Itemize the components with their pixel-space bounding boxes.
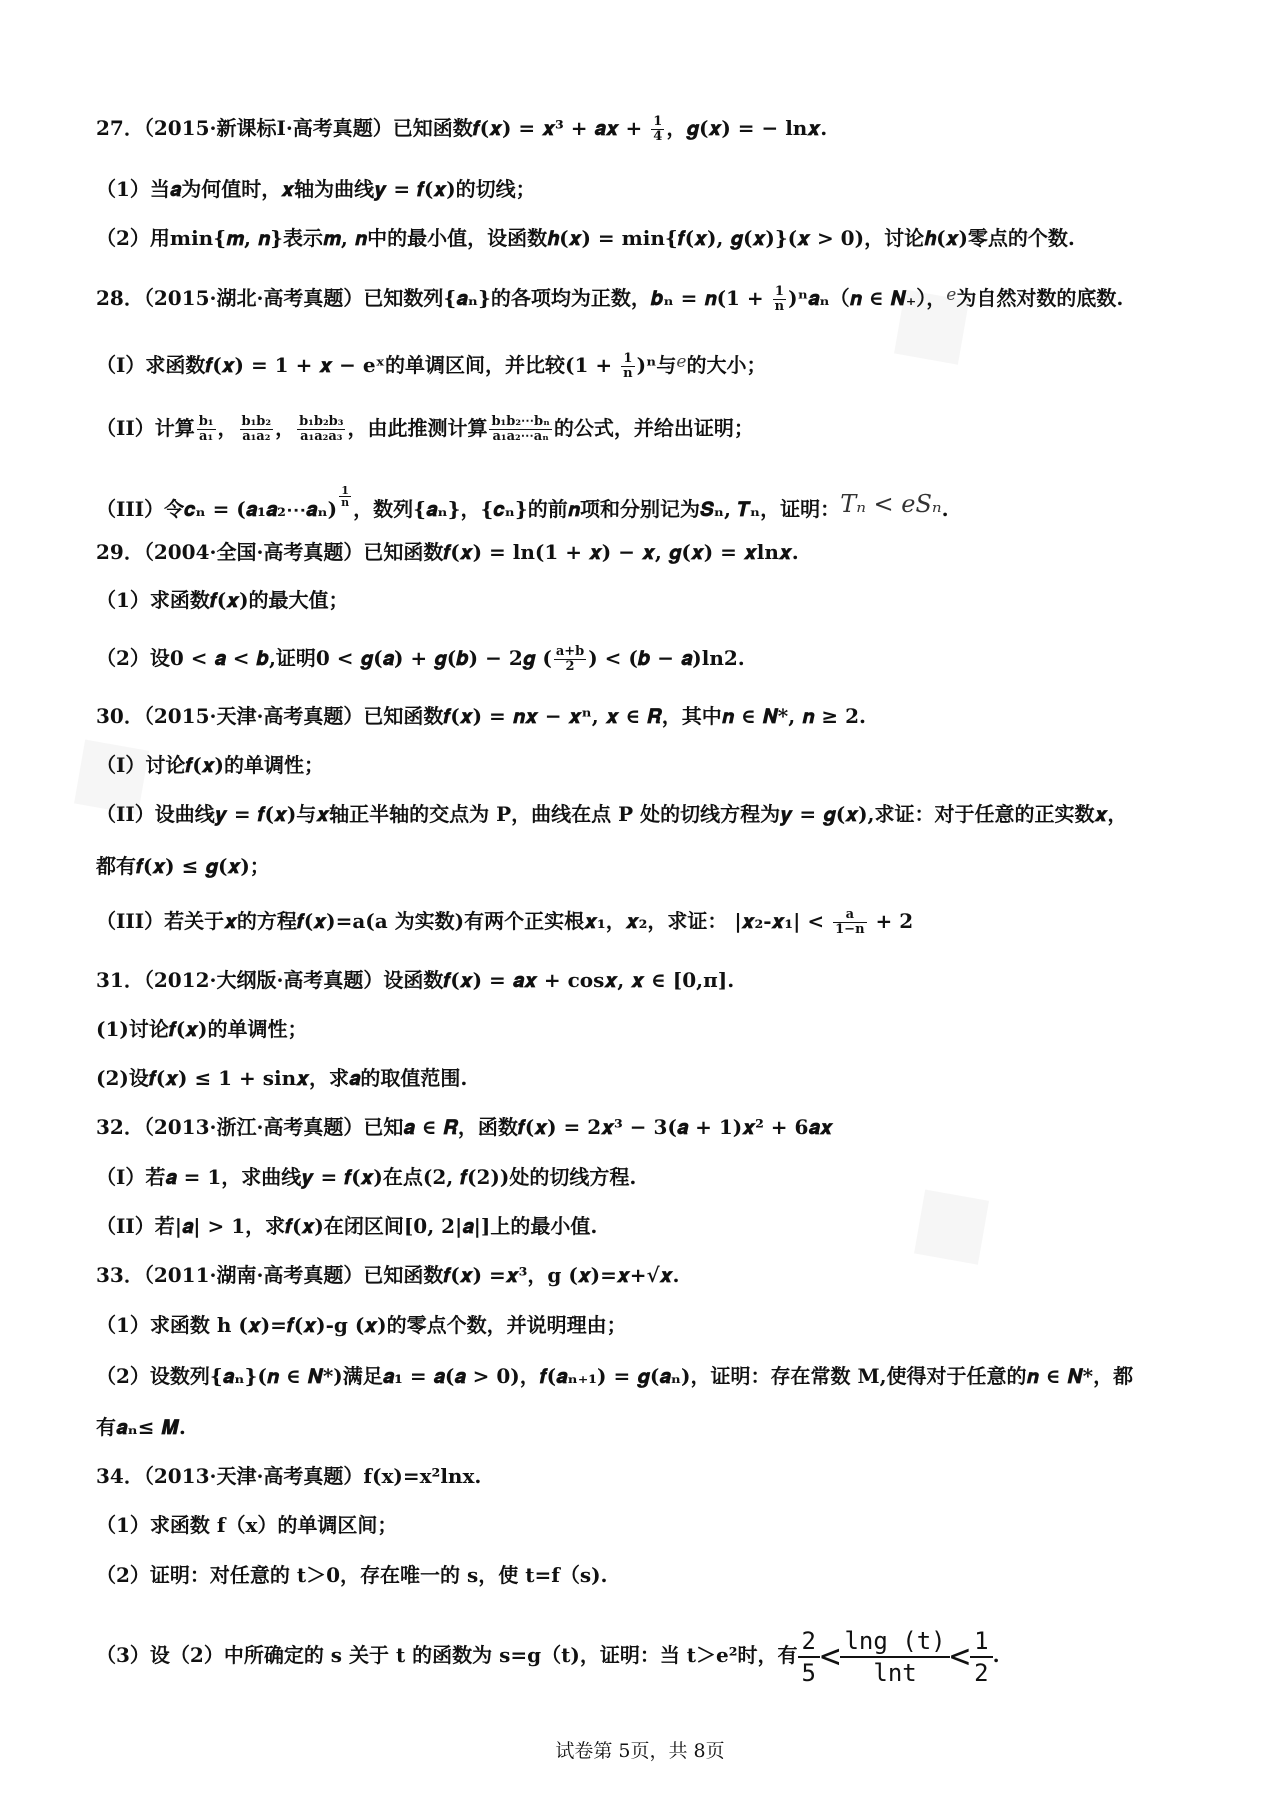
fraction-one-half xyxy=(970,1626,992,1688)
text: )ⁿ与 xyxy=(636,353,677,377)
denominator: 5 xyxy=(801,1658,816,1687)
problem-34-part-3 xyxy=(96,1620,1200,1690)
inequality-glyph: Tₙ < eSₙ xyxy=(840,490,942,518)
text: ，数列{𝒂ₙ}，{𝒄ₙ}的前𝒏项和分别记为𝑺ₙ, 𝑻ₙ，证明： xyxy=(353,497,841,521)
problem-30-part-3 xyxy=(96,906,1200,937)
text: （I）求函数𝒇(𝒙) = 𝟏 + 𝒙 − 𝐞ˣ的单调区间，并比较(𝟏 + xyxy=(96,353,620,377)
problem-33-part-1: （1）求函数 h (𝒙)=𝒇(𝒙)-g (𝒙)的零点个数，并说明理由； xyxy=(96,1313,627,1337)
text: + 𝟐 xyxy=(868,909,914,933)
problem-33-part-2-cont: 有𝒂ₙ≤ 𝑴. xyxy=(96,1415,186,1439)
text: 28．（2015·湖北·高考真题）已知数列{𝒂ₙ}的各项均为正数，𝒃ₙ = 𝒏(𝟏 + xyxy=(96,286,771,310)
denominator: 2 xyxy=(565,659,575,674)
denominator: 1−n xyxy=(835,922,865,937)
text: 的公式，并给出证明； xyxy=(553,416,754,440)
problem-30-part-1: （I）讨论𝒇(𝒙)的单调性； xyxy=(96,753,325,777)
denominator: n xyxy=(774,299,785,314)
text: ) < (𝒃 − 𝒂)𝐥𝐧𝟐. xyxy=(588,646,745,670)
problem-31-part-1: (1)讨论𝒇(𝒙)的单调性； xyxy=(96,1017,308,1041)
problem-34-stem: 34．（2013·天津·高考真题）f(x)=x²lnx. xyxy=(96,1464,482,1488)
fraction xyxy=(833,908,866,937)
denominator: n xyxy=(623,366,633,381)
text: 27．（2015·新课标I·高考真题）已知函数𝒇(𝒙) = 𝒙³ + 𝒂𝒙 + xyxy=(96,116,650,140)
problem-28-part-3 xyxy=(96,485,1200,524)
denominator: a₁a₂⋯aₙ xyxy=(492,429,549,444)
problem-33-stem: 33．（2011·湖南·高考真题）已知函数𝒇(𝒙) =𝒙³，g (𝒙)=𝒙+√𝒙. xyxy=(96,1263,680,1287)
numerator: 1 xyxy=(621,352,634,367)
problem-28-part-2: （II）计算 $\frac{\text{b₁}}{\text{a₁}}$ ， $\frac{\text{b₁b₂}}{\text{a₁a₂}}$ ， $\frac{\text{b₁b₂b₃}}{\text{a₁a₂a₃}}$ ，由此推测计算 $\frac{\text{b₁b₂⋯bₙ}}{\text{a₁a₂⋯aₙ}}$ 的公式，并给出证明； xyxy=(96,414,754,444)
page-footer: 试卷第 5页，共 8页 xyxy=(555,1740,725,1762)
problem-32-part-2: （II）若|𝒂| > 𝟏，求𝒇(𝒙)在闭区间[𝟎, 𝟐|𝒂|]上的最小值. xyxy=(96,1214,598,1238)
fraction xyxy=(197,415,216,444)
numerator: a xyxy=(833,908,866,923)
text: 的大小； xyxy=(686,353,767,377)
fraction xyxy=(651,115,664,144)
problem-31-part-2: (2)设𝒇(𝒙) ≤ 𝟏 + 𝐬𝐢𝐧𝒙，求𝒂的取值范围. xyxy=(96,1066,468,1090)
numerator: 1 xyxy=(970,1626,992,1658)
text: )ⁿ𝒂ₙ（𝒏 ∈ 𝑵₊）， xyxy=(788,286,947,310)
fraction xyxy=(297,415,345,444)
numerator: b₁b₂⋯bₙ xyxy=(491,414,550,429)
numerator: 1 xyxy=(773,285,786,300)
text: . xyxy=(992,1643,1000,1667)
problem-30-part-2-cont: 都有𝒇(𝒙) ≤ 𝒈(𝒙)； xyxy=(96,854,270,878)
text: . xyxy=(941,497,949,521)
text: 为自然对数的底数. xyxy=(956,286,1124,310)
text: ，𝒈(𝒙) = − 𝐥𝐧𝒙. xyxy=(666,116,828,140)
fraction-lng-over-lnt xyxy=(840,1626,949,1688)
problem-34-part-2: （2）证明：对任意的 t＞0，存在唯一的 s，使 t=f（s). xyxy=(96,1563,608,1587)
denominator: a₁a₂a₃ xyxy=(300,429,343,444)
problem-28-stem xyxy=(96,280,1200,314)
denominator: 4 xyxy=(653,129,663,144)
text: （III）令𝒄ₙ = (𝒂₁𝒂₂⋯𝒂ₙ) xyxy=(96,497,338,521)
numerator: 1 xyxy=(653,114,663,129)
denominator: a₁a₂ xyxy=(242,429,271,444)
numerator: 2 xyxy=(798,1626,820,1658)
fraction xyxy=(489,415,551,444)
numerator: b₁ xyxy=(198,414,214,429)
numerator: a+b xyxy=(555,644,585,659)
numerator: b₁b₂ xyxy=(241,414,272,429)
denominator: lnt xyxy=(873,1658,917,1687)
euler-e-glyph: e xyxy=(676,352,687,372)
problem-34-part-1: （1）求函数 f（x）的单调区间； xyxy=(96,1513,398,1537)
problem-33-part-2: （2）设数列{𝒂ₙ}(𝒏 ∈ 𝑵*)满足𝒂₁ = 𝒂(𝒂 > 𝟎)，𝒇(𝒂ₙ₊₁) = 𝒈(𝒂ₙ)，证明：存在常数 M,使得对于任意的𝒏 ∈ 𝑵*，都 xyxy=(96,1364,1134,1388)
euler-e-glyph: e xyxy=(946,285,957,305)
problem-32-part-1: （I）若𝒂 = 𝟏，求曲线𝒚 = 𝒇(𝒙)在点(𝟐, 𝒇(𝟐))处的切线方程. xyxy=(96,1165,637,1189)
text: （II）计算 xyxy=(96,416,195,440)
problem-29-part-2 xyxy=(96,643,1200,674)
problem-30-stem: 30．（2015·天津·高考真题）已知函数𝒇(𝒙) = 𝒏𝒙 − 𝒙ⁿ, 𝒙 ∈ 𝑹，其中𝒏 ∈ 𝑵*, 𝒏 ≥ 𝟐. xyxy=(96,704,867,728)
numerator: lng (t) xyxy=(840,1626,949,1658)
problem-28-part-1 xyxy=(96,347,1200,381)
fraction xyxy=(773,285,786,314)
problem-30-part-2: （II）设曲线𝒚 = 𝒇(𝒙)与𝒙轴正半轴的交点为 P，曲线在点 P 处的切线方程为𝒚 = 𝒈(𝒙),求证：对于任意的正实数𝒙， xyxy=(96,802,1128,826)
problem-27-part-2: （2）用𝐦𝐢𝐧{𝒎, 𝒏}表示𝒎, 𝒏中的最小值，设函数𝒉(𝒙) = 𝐦𝐢𝐧{𝒇(𝒙), 𝒈(𝒙)}(𝒙 > 𝟎)，讨论𝒉(𝒙)零点的个数. xyxy=(96,226,1075,250)
less-than-sign: < xyxy=(949,1636,971,1677)
problem-31-stem: 31．（2012·大纲版·高考真题）设函数𝒇(𝒙) = 𝒂𝒙 + 𝐜𝐨𝐬𝒙, 𝒙 ∈ [𝟎,π]. xyxy=(96,968,735,992)
text: （III）若关于𝒙的方程𝒇(𝒙)=a(a 为实数)有两个正实根𝒙₁，𝒙₂，求证： |𝒙₂-𝒙₁| < xyxy=(96,909,832,933)
problem-32-stem: 32．（2013·浙江·高考真题）已知𝒂 ∈ 𝑹，函数𝒇(𝒙) = 𝟐𝒙³ − 𝟑(𝒂 + 𝟏)𝒙² + 𝟔𝒂𝒙 xyxy=(96,1115,833,1139)
problem-29-stem: 29．（2004·全国·高考真题）已知函数𝒇(𝒙) = 𝐥𝐧(𝟏 + 𝒙) − 𝒙, 𝒈(𝒙) = 𝒙𝐥𝐧𝒙. xyxy=(96,540,799,564)
text: ，由此推测计算 xyxy=(347,416,488,440)
fraction xyxy=(240,415,274,444)
text: （3）设（2）中所确定的 s 关于 t 的函数为 s=g（t)，证明：当 t＞e²时，有 xyxy=(96,1643,798,1667)
denominator: n xyxy=(341,496,350,509)
exponent-fraction xyxy=(339,485,351,508)
problem-29-part-1: （1）求函数𝒇(𝒙)的最大值； xyxy=(96,588,349,612)
numerator: 1 xyxy=(339,485,351,497)
fraction-two-fifths xyxy=(798,1626,820,1688)
problem-27-stem xyxy=(96,113,1200,144)
less-than-sign: < xyxy=(820,1636,841,1677)
problem-27-part-1: （1）当𝒂为何值时，𝒙轴为曲线𝒚 = 𝒇(𝒙)的切线； xyxy=(96,177,536,201)
fraction xyxy=(554,645,586,674)
denominator: a₁ xyxy=(199,429,214,444)
numerator: b₁b₂b₃ xyxy=(299,414,344,429)
fraction xyxy=(621,352,634,381)
text: （2）设𝟎 < 𝒂 < 𝒃,证明𝟎 < 𝒈(𝒂) + 𝒈(𝒃) − 𝟐𝒈 ( xyxy=(96,646,552,670)
denominator: 2 xyxy=(974,1658,989,1687)
